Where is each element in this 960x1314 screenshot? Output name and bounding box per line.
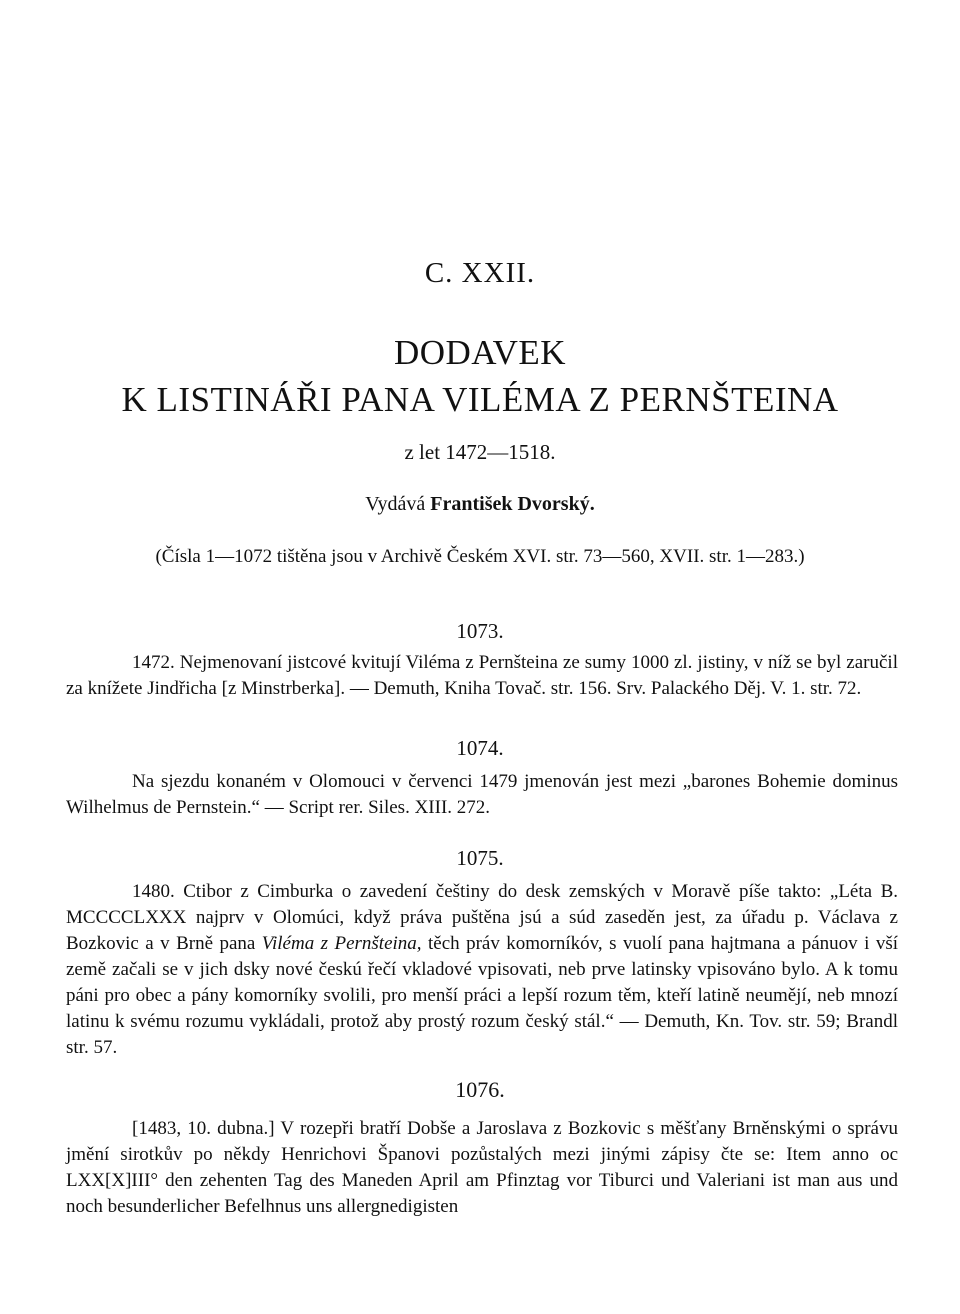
entry-body-end: těch práv komorníkóv, s vuolí pana hajtmana a pánuov i vší země začali se v jich dsky nové českú řečí vkladové vpisovati, neb prve latinsky vpisováno bylo. A k tomu páni pro obec a pány komorníky svolili, pro menší práci a lepší rozum těm, kteří latině neumějí, neb mnozí latinu k svému rozumu vykládali, protož aby prostý rozum český stál.“ — Demuth, Kn. Tov. str. 59; Brandl str. 57. <box>66 933 899 1058</box>
editor-name: František Dvorský. <box>430 493 595 515</box>
entry-text-1076 <box>66 1116 898 1220</box>
numbering-note: (Čísla 1—1072 tištěna jsou v Archivě Českém XVI. str. 73—560, XVII. str. 1—283.) <box>155 546 805 567</box>
editor-line <box>0 493 960 516</box>
entry-text-1074 <box>66 769 898 821</box>
entry-number-1075: 1075. <box>456 846 504 870</box>
title-line-1: DODAVEK <box>393 333 567 372</box>
entry-body: Na sjezdu konaném v Olomouci v červenci 1479 jmenován jest mezi „barones Bohemie dominus Wilhelmus de Pernstein.“ — Script rer. Siles. XIII. 272. <box>66 771 898 818</box>
entry-number-1074: 1074. <box>456 736 504 760</box>
entry-body-start: 1480. Ctibor z Cimburka o zavedení češtiny do desk zemských v Moravě píše takto: „Léta B. MCCCCLXXX najprv v Olomúci, když práva puštěna jsú a súd zaseděn jest, za úřadu p. Václava z Bozkovic a v Brně pana <box>66 881 898 954</box>
entry-body: [1483, 10. dubna.] V rozepři bratří Dobše a Jaroslava z Bozkovic s měšťany Brněnskými o správu jmění sirotkův po někdy Henrichovi Španovi pozůstalých mezi jinými zápisy čte se: Item anno oc LXX[X]III° den zehenten Tag des Maneden April am Pfinztag vor Tiburci und Valeriani ist man aus und noch besunderlicher Befelhnus uns allergnedigisten <box>66 1118 898 1217</box>
title-line-2: K LISTINÁŘI PANA VILÉMA Z PERNŠTEINA <box>121 380 839 419</box>
entry-body: 1472. Nejmenovaní jistcové kvitují Viléma z Pernšteina ze sumy 1000 zl. jistiny, v níž se byl zaručil za knížete Jindřicha [z Minstrberka]. — Demuth, Kniha Tovač. str. 156. Srv. Palackého Děj. V. 1. str. 72. <box>66 652 898 699</box>
entry-text-1075 <box>66 879 898 1061</box>
section-number: C. XXII. <box>424 257 536 289</box>
entry-body-italic-name: Viléma z Pernšteina, <box>261 933 422 954</box>
entry-text-1073 <box>66 650 898 702</box>
year-range: z let 1472—1518. <box>404 440 556 464</box>
entry-number-1073: 1073. <box>456 619 504 643</box>
entry-number-1076: 1076. <box>455 1077 505 1102</box>
editor-prefix: Vydává <box>365 493 426 515</box>
